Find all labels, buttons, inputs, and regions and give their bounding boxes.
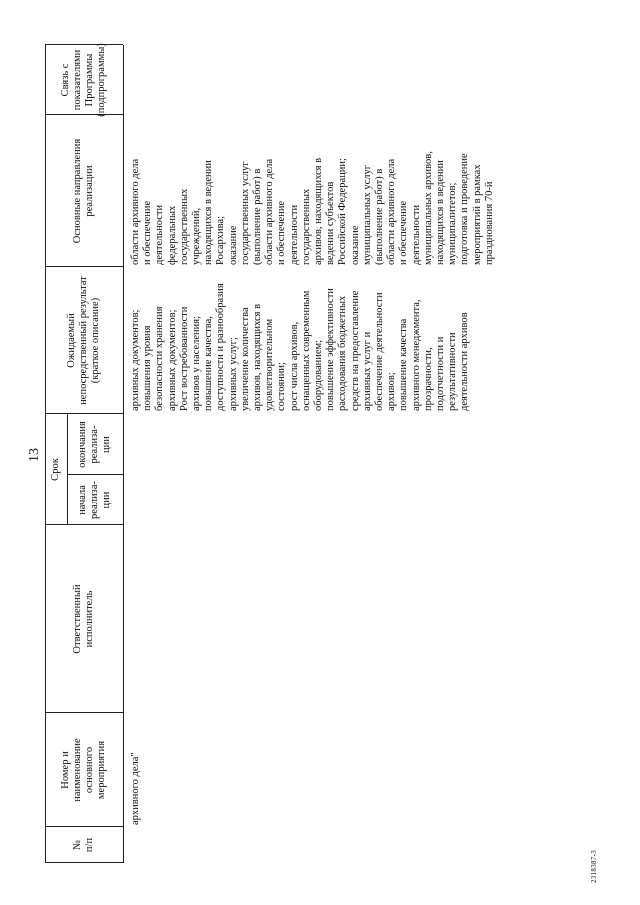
measure-name-cell: архивного дела" [130, 752, 141, 825]
expected-result-cell: архивных документов; повышения уровня безопасности хранения архивных документов; Рост востребованности архивов у населения; повышение качества, доступности и разнообразия архивных услуг; увеличение количества архивов, находящихся в удовлетворительном состоянии; рост числа архивов, оснащенных современным оборудованием; повышение эффективности расходования бюджетных средств на предоставление архивных услуг и обеспечение деятельности архивов; повышение качества архивного менеджмента, прозрачности, подотчетности и результативности деятельности архивов [130, 283, 471, 411]
header-term-start: начала реализа- ции [77, 481, 112, 519]
header-bottom-border [123, 45, 124, 863]
header-term-end: окончания реализа- ции [77, 421, 112, 468]
header-measure-name: Номер и наименование основного мероприятия [60, 738, 107, 802]
header-main-directions: Основные направления реализации [72, 138, 95, 244]
main-directions-cell: области архивного дела и обеспечение деятельности федеральных государственных учреждений, находящихся в ведении Росархива; оказание государственных услуг (выполнение работ) в области архивного дела и обеспечение деятельности государственных архивов, находящихся в ведении субъектов Российской Федерации; оказание муниципальных услуг (выполнение работ) в области архивного дела и обеспечение деятельности муниципальных архивов, находящихся в ведении муниципалитетов; подготовка и проведение мероприятий в рамках празднования 70-й [130, 151, 495, 265]
page-number: 13 [27, 448, 42, 462]
header-term: Срок [50, 458, 61, 481]
document-code: 2318387-3 [590, 849, 598, 883]
header-executor: Ответственный исполнитель [72, 584, 95, 654]
header-expected-result: Ожидаемый непосредственный результат (краткое описание) [66, 276, 101, 405]
header-program-link: Связь с показателями Программы (подпрограммы) [60, 43, 107, 117]
header-num: № п/п [72, 837, 95, 853]
